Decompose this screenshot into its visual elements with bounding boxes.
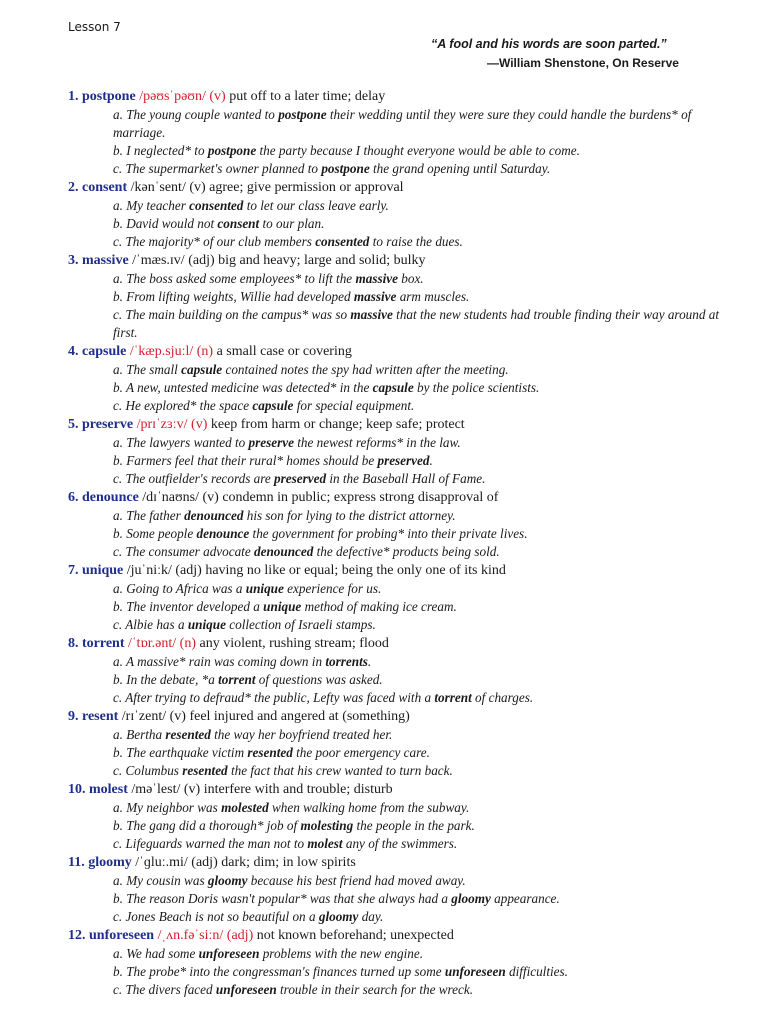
entry-headword-line	[68, 781, 728, 799]
example-sentence	[68, 233, 728, 251]
example-keyword: postpone	[321, 161, 370, 176]
entry-definition: agree; give permission or approval	[209, 180, 404, 195]
entry-headword-line	[68, 416, 728, 434]
vocab-entry	[68, 252, 728, 342]
entry-number: 7.	[68, 563, 79, 578]
example-text: b. The reason Doris wasn't popular* was that she always had a	[113, 891, 452, 906]
example-sentence	[68, 726, 728, 744]
example-text: appearance.	[490, 891, 560, 906]
entry-definition: put off to a later time; delay	[229, 89, 386, 104]
vocab-entry	[68, 635, 728, 707]
entry-word: massive	[82, 253, 129, 268]
example-keyword: preserved	[377, 453, 430, 468]
example-keyword: resented	[165, 727, 211, 742]
example-sentence	[68, 963, 728, 981]
entry-part-of-speech: (v)	[183, 782, 201, 797]
example-sentence	[68, 142, 728, 160]
vocab-entry	[68, 489, 728, 561]
example-text: in the Baseball Hall of Fame.	[326, 471, 486, 486]
example-sentence	[68, 616, 728, 634]
example-keyword: denounced	[184, 508, 244, 523]
example-keyword: gloomy	[318, 909, 359, 924]
example-text: when walking home from the subway.	[268, 800, 470, 815]
entry-pronunciation: /ˈmæs.ɪv/	[132, 253, 185, 268]
example-sentence	[68, 671, 728, 689]
entry-pronunciation: /juˈniːk/	[126, 563, 172, 578]
lesson-label: Lesson 7	[68, 20, 121, 34]
example-sentence	[68, 981, 728, 999]
entry-headword-line	[68, 635, 728, 653]
example-text: experience for us.	[283, 581, 382, 596]
example-keyword: capsule	[252, 398, 294, 413]
entry-pronunciation: /rɪˈzent/	[121, 709, 167, 724]
example-sentence	[68, 580, 728, 598]
vocab-entry	[68, 854, 728, 926]
entry-headword-line	[68, 708, 728, 726]
example-keyword: consented	[315, 234, 370, 249]
example-text: c. The outfielder's records are	[113, 471, 275, 486]
entry-definition: not known beforehand; unexpected	[256, 928, 454, 943]
entry-number: 6.	[68, 490, 79, 505]
entry-word: torrent	[82, 636, 125, 651]
entry-definition: feel injured and angered at (something)	[189, 709, 410, 724]
example-text: the way her boyfriend treated her.	[210, 727, 393, 742]
entry-part-of-speech: (adj)	[226, 928, 254, 943]
entry-part-of-speech: (v)	[202, 490, 219, 505]
example-text: a. Bertha	[113, 727, 166, 742]
example-text: to raise the dues.	[369, 234, 463, 249]
example-keyword: unforeseen	[198, 946, 260, 961]
example-text: b. The inventor developed a	[113, 599, 264, 614]
example-text: difficulties.	[505, 964, 568, 979]
example-keyword: denounce	[196, 526, 250, 541]
vocab-entry	[68, 562, 728, 634]
example-sentence	[68, 945, 728, 963]
example-text: for special equipment.	[293, 398, 415, 413]
example-text: a. The small	[113, 362, 182, 377]
entry-number: 1.	[68, 89, 79, 104]
example-text: of charges.	[471, 690, 534, 705]
entry-part-of-speech: (v)	[191, 417, 208, 432]
example-text: to our plan.	[259, 216, 325, 231]
example-sentence	[68, 835, 728, 853]
example-text: a. A massive* rain was coming down in	[113, 654, 326, 669]
example-sentence	[68, 361, 728, 379]
entry-pronunciation: /ˈtɒr.ənt/	[128, 636, 177, 651]
example-text: the party because I thought everyone would be able to come.	[256, 143, 580, 158]
example-text: .	[429, 453, 433, 468]
example-text: the poor emergency care.	[292, 745, 430, 760]
entry-pronunciation: /ˈkæp.sjuːl/	[129, 344, 194, 359]
example-text: c. The majority* of our club members	[113, 234, 316, 249]
example-text: c. He explored* the space	[113, 398, 253, 413]
example-text: the people in the park.	[353, 818, 475, 833]
example-keyword: torrent	[434, 690, 472, 705]
entry-number: 5.	[68, 417, 79, 432]
example-keyword: preserved	[274, 471, 327, 486]
example-text: c. The main building on the campus* was so	[113, 307, 351, 322]
example-text: a. We had some	[113, 946, 199, 961]
entry-part-of-speech: (n)	[196, 344, 214, 359]
entry-part-of-speech: (adj)	[175, 563, 202, 578]
example-keyword: unique	[263, 599, 302, 614]
entry-headword-line	[68, 854, 728, 872]
example-sentence	[68, 744, 728, 762]
example-text: by the police scientists.	[413, 380, 540, 395]
example-text: method of making ice cream.	[301, 599, 457, 614]
example-text: their wedding until they were sure they could handle the burdens* of marriage.	[113, 107, 692, 140]
example-keyword: unforeseen	[444, 964, 506, 979]
example-sentence	[68, 799, 728, 817]
epigraph-quote: “A fool and his words are soon parted.”	[431, 37, 667, 51]
example-text: b. The gang did a thorough* job of	[113, 818, 301, 833]
example-sentence	[68, 470, 728, 488]
example-text: arm muscles.	[396, 289, 470, 304]
example-sentence	[68, 379, 728, 397]
example-sentence	[68, 598, 728, 616]
example-keyword: molested	[221, 800, 269, 815]
example-text: day.	[358, 909, 384, 924]
example-text: the fact that his crew wanted to turn back.	[227, 763, 453, 778]
example-text: the newest reforms* in the law.	[293, 435, 461, 450]
example-sentence	[68, 452, 728, 470]
entry-part-of-speech: (adj)	[191, 855, 218, 870]
example-text: a. My teacher	[113, 198, 190, 213]
entry-word: preserve	[82, 417, 134, 432]
vocab-entry	[68, 416, 728, 488]
entry-pronunciation: /kənˈsent/	[130, 180, 186, 195]
example-text: a. My cousin was	[113, 873, 208, 888]
example-sentence	[68, 160, 728, 178]
example-text: a. The boss asked some employees* to lift the	[113, 271, 356, 286]
vocab-entry	[68, 88, 728, 178]
example-keyword: molesting	[300, 818, 354, 833]
example-text: c. Jones Beach is not so beautiful on a	[113, 909, 319, 924]
example-text: b. A new, untested medicine was detected* in the	[113, 380, 373, 395]
vocab-entry	[68, 343, 728, 415]
entry-headword-line	[68, 927, 728, 945]
example-text: contained notes the spy had written after the meeting.	[222, 362, 509, 377]
example-sentence	[68, 653, 728, 671]
example-keyword: massive	[355, 271, 398, 286]
example-text: that the new students had trouble finding their way around at first.	[113, 307, 720, 340]
entry-headword-line	[68, 252, 728, 270]
vocab-entry	[68, 179, 728, 251]
epigraph-author: —William Shenstone, On Reserve	[487, 56, 679, 70]
example-keyword: postpone	[278, 107, 327, 122]
example-sentence	[68, 197, 728, 215]
entry-number: 12.	[68, 928, 86, 943]
entry-headword-line	[68, 88, 728, 106]
example-keyword: preserve	[248, 435, 294, 450]
entry-part-of-speech: (n)	[179, 636, 196, 651]
vocab-entry	[68, 781, 728, 853]
example-text: b. I neglected* to	[113, 143, 208, 158]
example-keyword: unique	[187, 617, 226, 632]
example-keyword: denounced	[254, 544, 314, 559]
entry-number: 8.	[68, 636, 79, 651]
example-keyword: massive	[353, 289, 397, 304]
example-keyword: unique	[245, 581, 284, 596]
entry-part-of-speech: (v)	[169, 709, 186, 724]
entry-pronunciation: /pəʊsˈpəʊn/	[139, 89, 206, 104]
example-text: c. Lifeguards warned the man not to	[113, 836, 308, 851]
example-text: b. Farmers feel that their rural* homes should be	[113, 453, 378, 468]
entry-definition: interfere with and trouble; disturb	[203, 782, 393, 797]
example-sentence	[68, 288, 728, 306]
example-text: the defective* products being sold.	[313, 544, 500, 559]
entry-definition: any violent, rushing stream; flood	[199, 636, 389, 651]
example-sentence	[68, 908, 728, 926]
example-text: b. The probe* into the congressman's finances turned up some	[113, 964, 445, 979]
example-text: a. My neighbor was	[113, 800, 222, 815]
entry-word: consent	[82, 180, 128, 195]
entry-pronunciation: /ˈɡluː.mi/	[135, 855, 188, 870]
entry-definition: a small case or covering	[216, 344, 352, 359]
entry-word: molest	[89, 782, 128, 797]
vocabulary-list	[68, 88, 728, 1000]
example-sentence	[68, 397, 728, 415]
example-keyword: molest	[307, 836, 343, 851]
example-keyword: capsule	[372, 380, 414, 395]
entry-word: capsule	[82, 344, 127, 359]
example-sentence	[68, 106, 728, 142]
example-keyword: unforeseen	[215, 982, 277, 997]
example-sentence	[68, 306, 728, 342]
example-text: c. The divers faced	[113, 982, 216, 997]
entry-word: unforeseen	[89, 928, 155, 943]
example-text: a. The lawyers wanted to	[113, 435, 249, 450]
example-text: a. Going to Africa was a	[113, 581, 246, 596]
entry-headword-line	[68, 489, 728, 507]
example-text: c. Albie has a	[113, 617, 188, 632]
example-sentence	[68, 872, 728, 890]
example-text: c. The supermarket's owner planned to	[113, 161, 322, 176]
entry-pronunciation: /məˈlest/	[131, 782, 181, 797]
entry-part-of-speech: (v)	[189, 180, 206, 195]
example-keyword: torrents	[325, 654, 368, 669]
entry-definition: dark; dim; in low spirits	[221, 855, 356, 870]
example-text: trouble in their search for the wreck.	[276, 982, 474, 997]
entry-part-of-speech: (adj)	[188, 253, 215, 268]
example-text: a. The young couple wanted to	[113, 107, 279, 122]
entry-headword-line	[68, 343, 728, 361]
example-keyword: consented	[189, 198, 244, 213]
example-text: the government for probing* into their private lives.	[249, 526, 528, 541]
example-text: b. From lifting weights, Willie had developed	[113, 289, 354, 304]
example-sentence	[68, 817, 728, 835]
example-text: a. The father	[113, 508, 185, 523]
example-keyword: massive	[350, 307, 393, 322]
example-sentence	[68, 689, 728, 707]
example-text: collection of Israeli stamps.	[225, 617, 376, 632]
example-text: c. After trying to defraud* the public, Lefty was faced with a	[113, 690, 435, 705]
entry-number: 9.	[68, 709, 79, 724]
example-sentence	[68, 270, 728, 288]
example-keyword: torrent	[218, 672, 256, 687]
example-sentence	[68, 434, 728, 452]
entry-word: denounce	[82, 490, 139, 505]
example-keyword: capsule	[181, 362, 223, 377]
example-text: any of the swimmers.	[342, 836, 458, 851]
vocab-entry	[68, 708, 728, 780]
entry-part-of-speech: (v)	[209, 89, 226, 104]
entry-headword-line	[68, 562, 728, 580]
entry-pronunciation: /dɪˈnaʊns/	[142, 490, 199, 505]
example-sentence	[68, 890, 728, 908]
entry-word: gloomy	[88, 855, 132, 870]
entry-word: postpone	[82, 89, 136, 104]
example-text: problems with the new engine.	[259, 946, 424, 961]
example-text: to let our class leave early.	[243, 198, 389, 213]
example-text: b. The earthquake victim	[113, 745, 248, 760]
example-sentence	[68, 507, 728, 525]
example-keyword: resented	[182, 763, 228, 778]
example-text: b. Some people	[113, 526, 197, 541]
example-keyword: postpone	[207, 143, 257, 158]
entry-number: 4.	[68, 344, 79, 359]
example-text: the grand opening until Saturday.	[369, 161, 551, 176]
example-text: c. The consumer advocate	[113, 544, 254, 559]
entry-definition: condemn in public; express strong disapproval of	[222, 490, 499, 505]
entry-definition: big and heavy; large and solid; bulky	[218, 253, 426, 268]
example-text: of questions was asked.	[255, 672, 383, 687]
example-text: c. Columbus	[113, 763, 183, 778]
entry-number: 10.	[68, 782, 86, 797]
example-sentence	[68, 543, 728, 561]
example-keyword: gloomy	[451, 891, 491, 906]
example-sentence	[68, 525, 728, 543]
entry-number: 2.	[68, 180, 79, 195]
example-text: b. David would not	[113, 216, 218, 231]
entry-pronunciation: /prɪˈzɜːv/	[136, 417, 188, 432]
entry-definition: keep from harm or change; keep safe; protect	[210, 417, 465, 432]
entry-headword-line	[68, 179, 728, 197]
entry-word: resent	[82, 709, 119, 724]
example-sentence	[68, 762, 728, 780]
example-text: b. In the debate, *a	[113, 672, 219, 687]
entry-number: 3.	[68, 253, 79, 268]
example-keyword: consent	[217, 216, 260, 231]
entry-word: unique	[82, 563, 124, 578]
entry-number: 11.	[68, 855, 85, 870]
entry-definition: having no like or equal; being the only one of its kind	[205, 563, 506, 578]
vocab-entry	[68, 927, 728, 999]
example-keyword: resented	[247, 745, 293, 760]
entry-pronunciation: /ˌʌn.fəˈsiːn/	[157, 928, 224, 943]
example-keyword: gloomy	[207, 873, 248, 888]
example-text: box.	[397, 271, 424, 286]
example-sentence	[68, 215, 728, 233]
example-text: .	[367, 654, 372, 669]
example-text: his son for lying to the district attorney.	[243, 508, 456, 523]
example-text: because his best friend had moved away.	[247, 873, 466, 888]
